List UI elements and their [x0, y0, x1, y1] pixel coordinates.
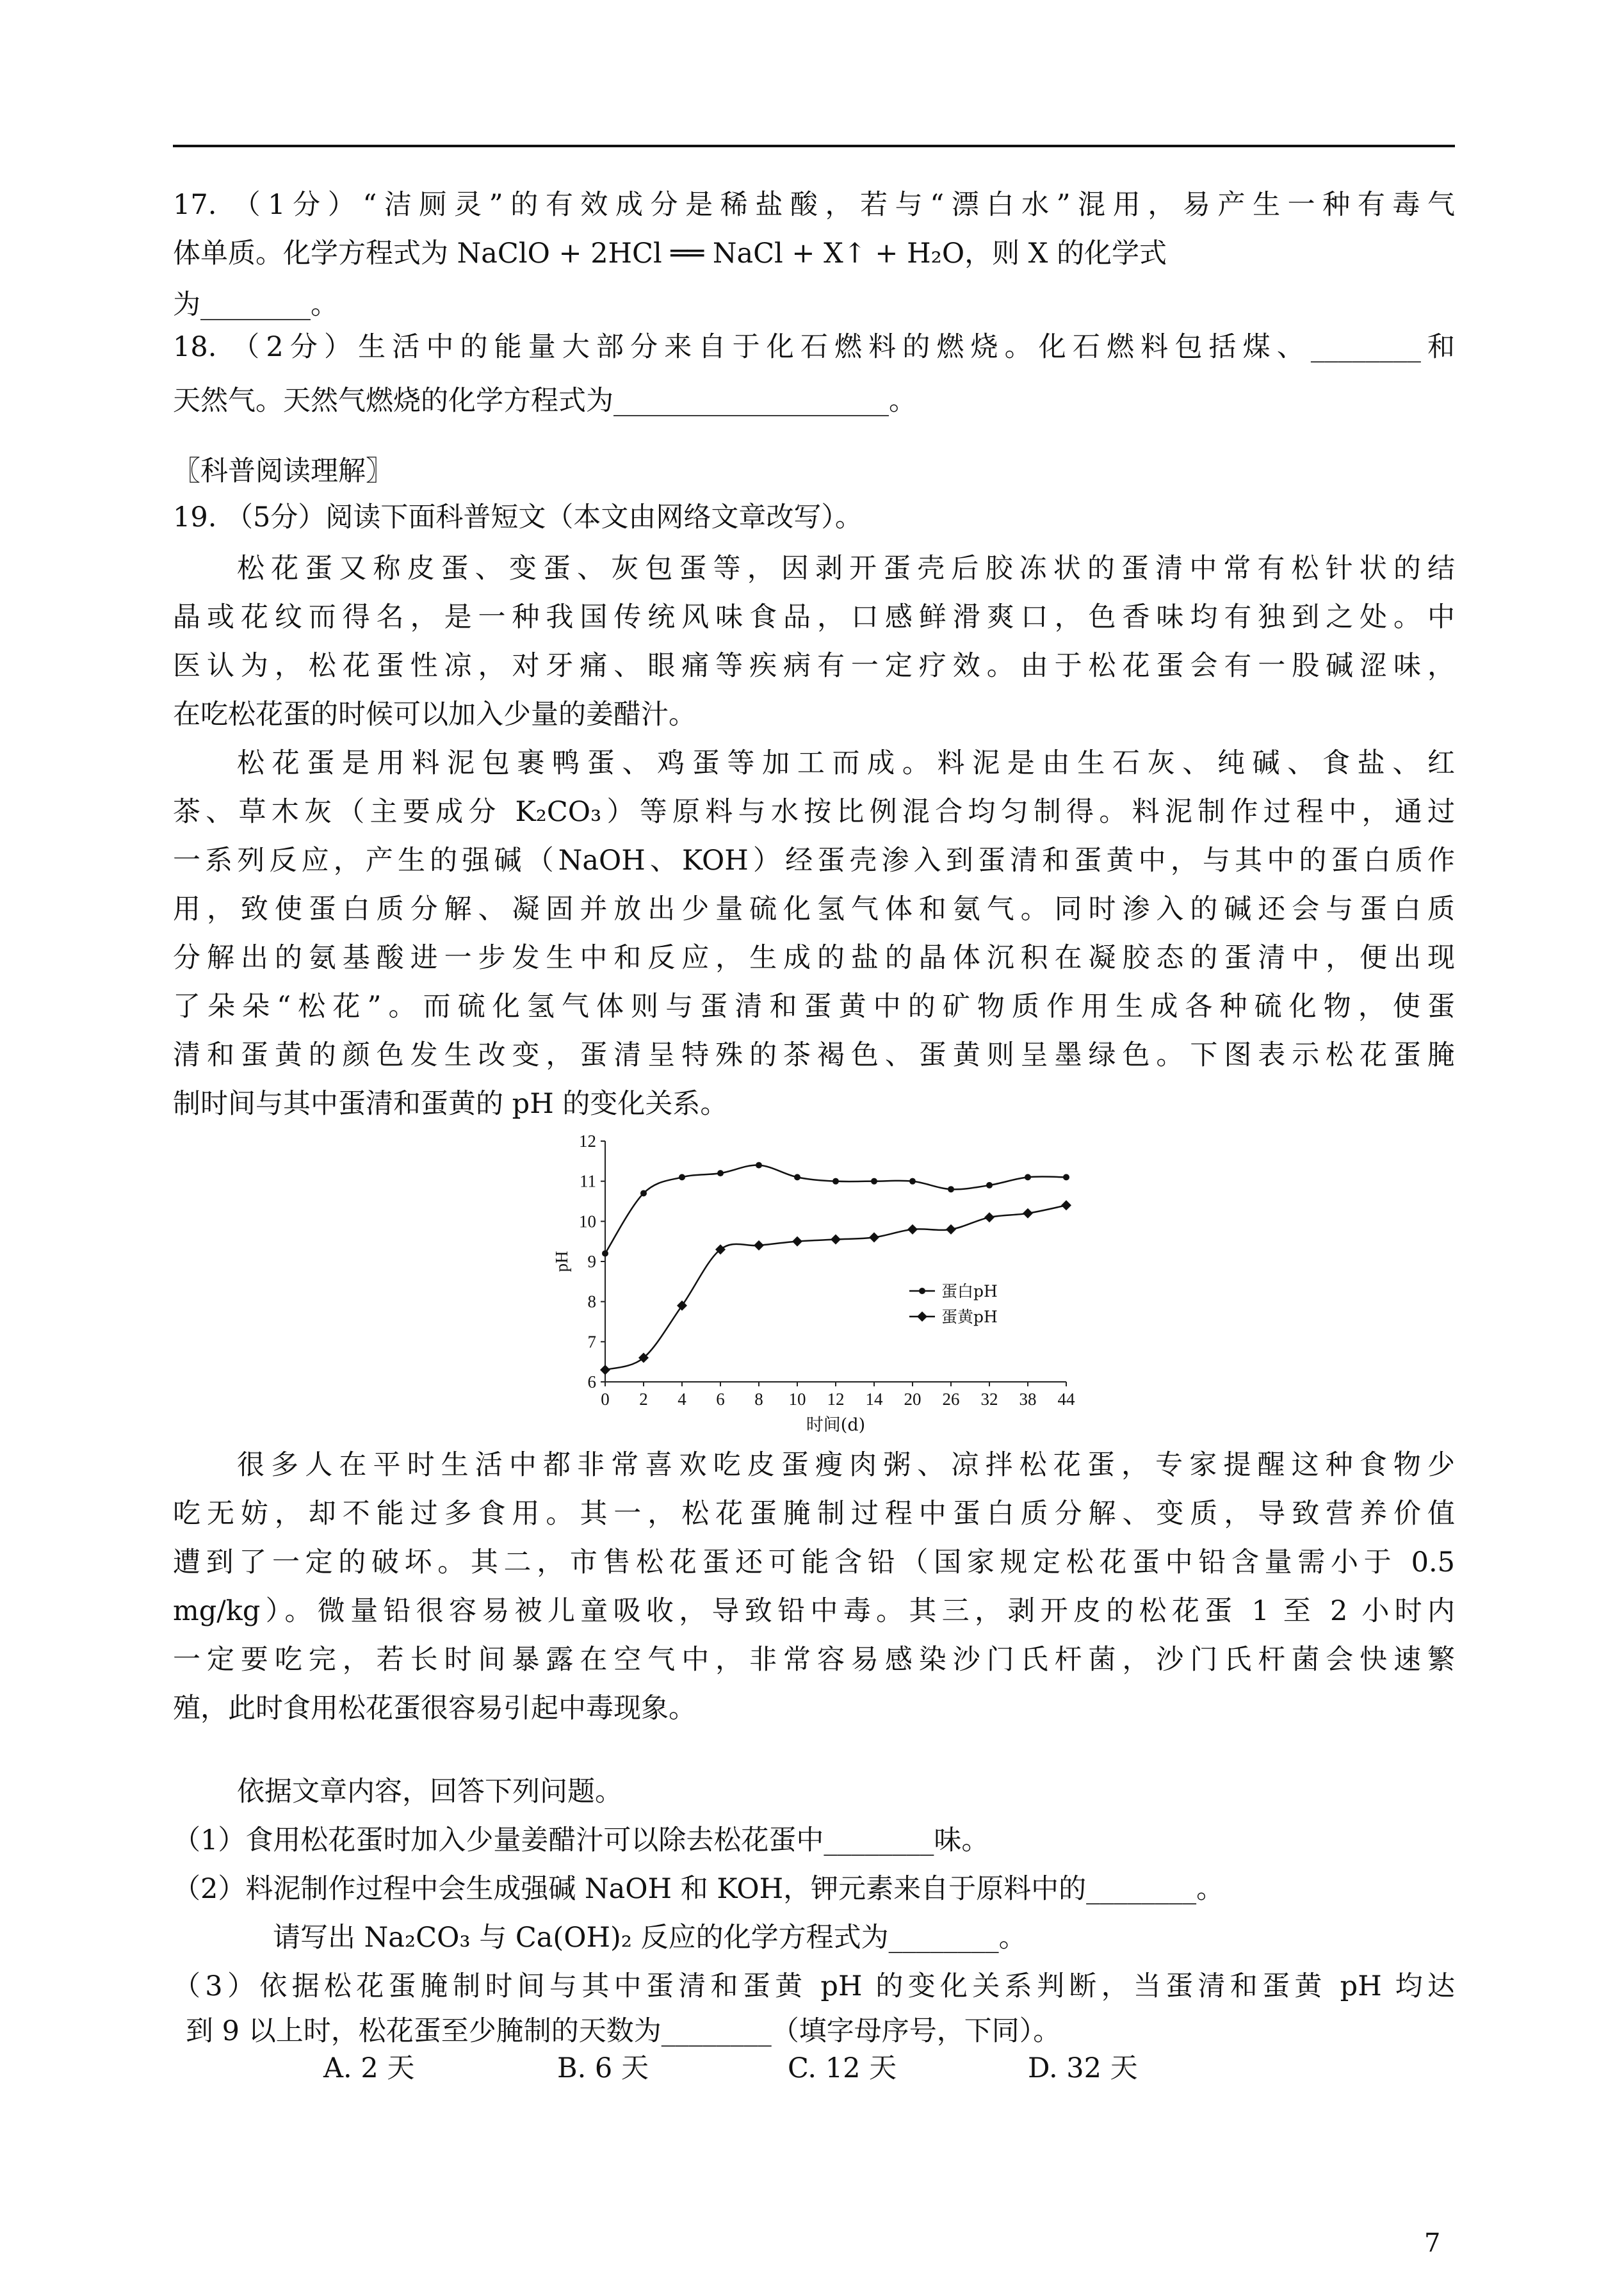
p1-line-2: 晶或花纹而得名，是一种我国传统风味食品，口感鲜滑爽口，色香味均有独到之处。中 [173, 601, 1455, 633]
q19-prompt: 依据文章内容，回答下列问题。 [237, 1776, 622, 1808]
x-tick-label: 0 [601, 1390, 610, 1409]
data-point [756, 1162, 762, 1169]
x-tick-label: 26 [942, 1390, 960, 1409]
data-point [1061, 1200, 1071, 1210]
q17-line-2: 体单质。化学方程式为 NaClO + 2HCl ══ NaCl + X↑ + H₂O，则 X 的化学式 [173, 238, 1167, 270]
q18-line-1: 18. （2分）生活中的能量大部分来自于化石燃料的燃烧。化石燃料包括煤、________和 [173, 331, 1455, 363]
p2-line-3: 一系列反应，产生的强碱（NaOH、KOH）经蛋壳渗入到蛋清和蛋黄中，与其中的蛋白质作 [173, 845, 1455, 877]
q19-question-3-line-2: 到 9 以上时，松花蛋至少腌制的天数为________（填字母序号，下同）。 [186, 2015, 1061, 2047]
x-tick-label: 44 [1057, 1390, 1075, 1409]
section-title: 〖科普阅读理解〗 [173, 455, 393, 487]
p1-line-3: 医认为，松花蛋性凉，对牙痛、眼痛等疾病有一定疗效。由于松花蛋会有一股碱涩味， [173, 650, 1455, 682]
y-axis-label: pH [552, 1251, 571, 1272]
ph-chart [532, 1127, 1082, 1434]
data-point [1063, 1174, 1069, 1180]
p2-line-2: 茶、草木灰（主要成分 K₂CO₃）等原料与水按比例混合均匀制得。料泥制作过程中，通过 [173, 796, 1455, 828]
data-point [792, 1237, 802, 1247]
data-point [677, 1301, 687, 1311]
x-tick-label: 8 [754, 1390, 763, 1409]
data-point [948, 1186, 954, 1192]
q17-line-3: 为________。 [173, 289, 338, 321]
data-point [717, 1170, 724, 1176]
data-point [754, 1240, 764, 1251]
q18-line-2: 天然气。天然气燃烧的化学方程式为____________________。 [173, 385, 916, 417]
q17-line-1: 17. （1分）“洁厕灵”的有效成分是稀盐酸，若与“漂白水”混用，易产生一种有毒气 [173, 189, 1455, 221]
q19-question-2b: 请写出 Na₂CO₃ 与 Ca(OH)₂ 反应的化学方程式为________。 [273, 1922, 1027, 1954]
data-point [1023, 1208, 1033, 1219]
p2-line-8: 制时间与其中蛋清和蛋黄的 pH 的变化关系。 [173, 1088, 728, 1120]
legend-marker [919, 1288, 925, 1294]
data-point [907, 1224, 918, 1235]
option-c[interactable]: C. 12 天 [788, 2052, 897, 2084]
y-tick-label: 7 [587, 1332, 596, 1352]
data-point [871, 1178, 877, 1185]
data-point [831, 1235, 841, 1245]
x-tick-label: 6 [716, 1390, 725, 1409]
data-point [909, 1178, 916, 1185]
p2-line-7: 清和蛋黄的颜色发生改变，蛋清呈特殊的茶褐色、蛋黄则呈墨绿色。下图表示松花蛋腌 [173, 1039, 1455, 1071]
q19-question-1: （1）食用松花蛋时加入少量姜醋汁可以除去松花蛋中________味。 [173, 1824, 989, 1856]
p1-line-4: 在吃松花蛋的时候可以加入少量的姜醋汁。 [173, 699, 696, 731]
x-tick-label: 32 [980, 1390, 998, 1409]
p1-line-1: 松花蛋又称皮蛋、变蛋、灰包蛋等，因剥开蛋壳后胶冻状的蛋清中常有松针状的结 [237, 553, 1455, 585]
option-d[interactable]: D. 32 天 [1028, 2052, 1138, 2084]
page-number: 7 [1424, 2228, 1441, 2258]
x-tick-label: 20 [904, 1390, 922, 1409]
chart-series [600, 1162, 1071, 1375]
data-point [640, 1190, 647, 1196]
data-point [869, 1232, 879, 1242]
data-point [832, 1178, 839, 1185]
p2-line-5: 分解出的氨基酸进一步发生中和反应，生成的盐的晶体沉积在凝胶态的蛋清中，便出现 [173, 942, 1455, 974]
data-point [986, 1182, 993, 1188]
y-tick-label: 10 [579, 1212, 596, 1231]
x-tick-label: 14 [865, 1390, 883, 1409]
p2-line-4: 用，致使蛋白质分解、凝固并放出少量硫化氢气体和氨气。同时渗入的碱还会与蛋白质 [173, 893, 1455, 925]
y-tick-label: 12 [579, 1131, 596, 1151]
x-tick-label: 12 [827, 1390, 845, 1409]
x-tick-label: 38 [1019, 1390, 1037, 1409]
p3-line-5: 一定要吃完，若长时间暴露在空气中，非常容易感染沙门氏杆菌，沙门氏杆菌会快速繁 [173, 1644, 1455, 1676]
legend-label: 蛋黄pH [941, 1308, 998, 1326]
data-point [794, 1174, 800, 1180]
p2-line-6: 了朵朵“松花”。而硫化氢气体则与蛋清和蛋黄中的矿物质作用生成各种硫化物，使蛋 [173, 991, 1455, 1023]
q19-question-2: （2）料泥制作过程中会生成强碱 NaOH 和 KOH，钾元素来自于原料中的________。 [173, 1873, 1224, 1905]
legend-label: 蛋白pH [941, 1282, 998, 1301]
data-point [679, 1174, 685, 1180]
data-point [1025, 1174, 1031, 1180]
q19-question-3-line-1: （3）依据松花蛋腌制时间与其中蛋清和蛋黄 pH 的变化关系判断，当蛋清和蛋黄 pH 均达 [173, 1970, 1455, 2002]
p3-line-6: 殖，此时食用松花蛋很容易引起中毒现象。 [173, 1692, 696, 1724]
p2-line-1: 松花蛋是用料泥包裹鸭蛋、鸡蛋等加工而成。料泥是由生石灰、纯碱、食盐、红 [237, 747, 1455, 779]
y-tick-label: 8 [587, 1292, 596, 1311]
y-tick-label: 6 [587, 1372, 596, 1391]
answer-options [323, 2049, 1138, 2088]
data-point [600, 1365, 610, 1375]
x-tick-label: 4 [678, 1390, 686, 1409]
p3-line-4: mg/kg）。微量铅很容易被儿童吸收，导致铅中毒。其三，剥开皮的松花蛋 1 至 2 小时内 [173, 1595, 1455, 1627]
p3-line-1: 很多人在平时生活中都非常喜欢吃皮蛋瘦肉粥、凉拌松花蛋，专家提醒这种食物少 [237, 1449, 1455, 1481]
q19-header: 19. （5分）阅读下面科普短文（本文由网络文章改写）。 [173, 501, 863, 533]
legend-marker [917, 1311, 927, 1322]
y-tick-label: 9 [587, 1252, 596, 1271]
option-b[interactable]: B. 6 天 [557, 2052, 649, 2084]
p3-line-3: 遭到了一定的破坏。其二，市售松花蛋还可能含铅（国家规定松花蛋中铅含量需小于 0.5 [173, 1546, 1455, 1578]
x-tick-label: 2 [639, 1390, 648, 1409]
data-point [602, 1250, 608, 1256]
data-point [984, 1212, 995, 1222]
data-point [946, 1224, 956, 1235]
y-tick-label: 11 [580, 1171, 596, 1191]
x-tick-label: 10 [788, 1390, 806, 1409]
option-a[interactable]: A. 2 天 [323, 2052, 415, 2084]
chart-legend [909, 1282, 998, 1326]
x-axis-label: 时间(d) [806, 1415, 866, 1434]
header-rule [173, 145, 1455, 147]
p3-line-2: 吃无妨，却不能过多食用。其一，松花蛋腌制过程中蛋白质分解、变质，导致营养价值 [173, 1498, 1455, 1530]
